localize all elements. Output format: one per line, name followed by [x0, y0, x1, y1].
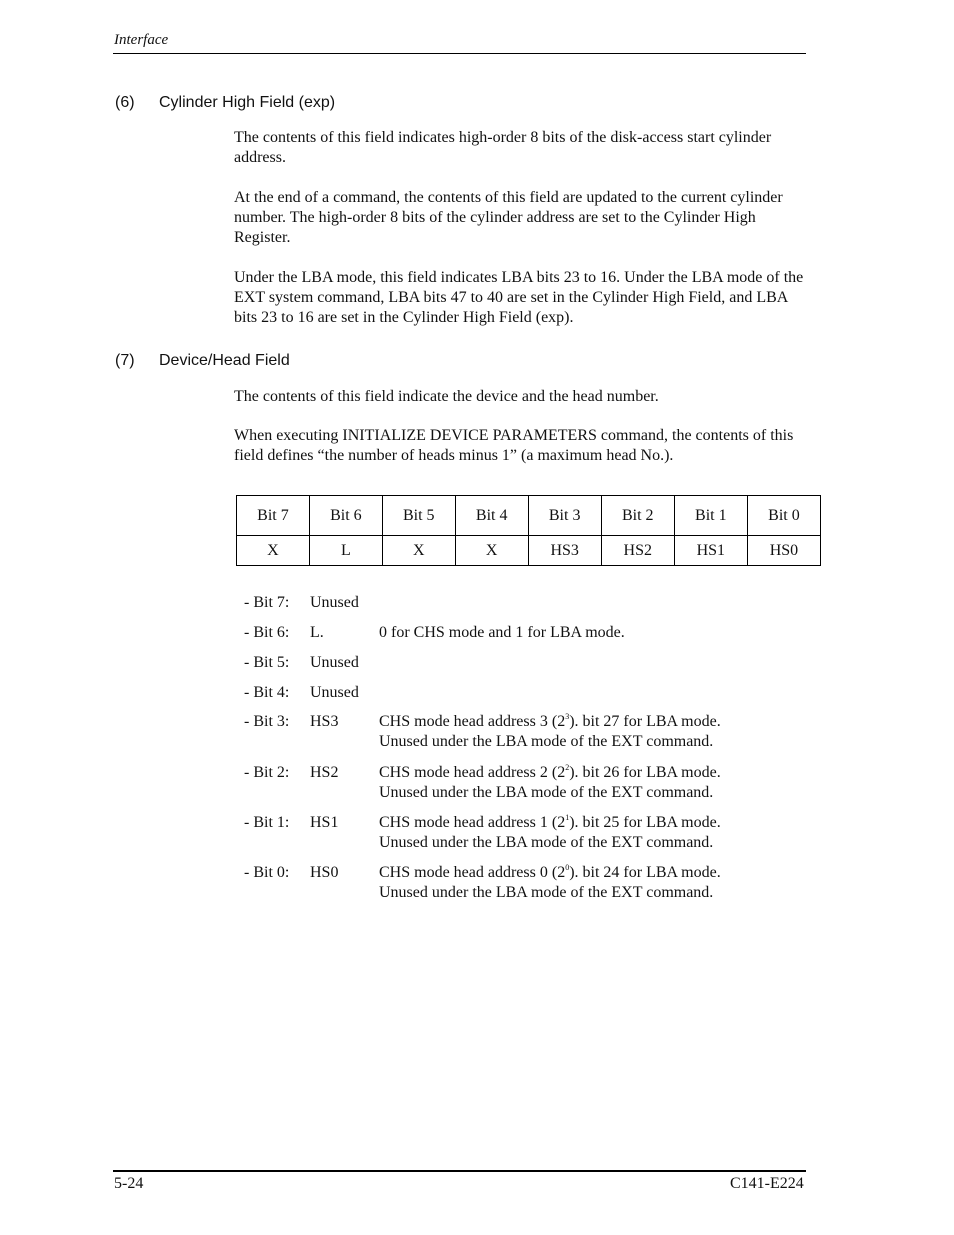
bit-description — [379, 712, 809, 752]
bit-label: - Bit 6: — [244, 624, 290, 641]
bit-label: - Bit 1: — [244, 814, 290, 831]
table-header-cell: Bit 2 — [601, 496, 674, 536]
bit-name: HS2 — [310, 764, 339, 781]
bit-name: Unused — [310, 684, 359, 701]
section-number: (7) — [115, 352, 135, 369]
bit-label: - Bit 7: — [244, 594, 290, 611]
bit-description: 0 for CHS mode and 1 for LBA mode. — [379, 624, 625, 641]
bit-label: - Bit 3: — [244, 713, 290, 730]
table-cell: X — [455, 536, 528, 566]
description-text: ). bit 25 for LBA mode. — [569, 814, 721, 831]
description-line2: Unused under the LBA mode of the EXT command. — [379, 884, 714, 901]
bit-description — [379, 763, 809, 803]
bit-name: Unused — [310, 654, 359, 671]
paragraph: The contents of this field indicates high-order 8 bits of the disk-access start cylinder address. — [234, 129, 772, 166]
section-heading: Cylinder High Field (exp) — [159, 94, 336, 111]
table-cell: L — [309, 536, 382, 566]
description-line2: Unused under the LBA mode of the EXT command. — [379, 733, 714, 750]
bit-name: HS3 — [310, 713, 339, 730]
section-6-title — [115, 94, 335, 112]
page-number: 5-24 — [114, 1175, 144, 1192]
device-head-bit-table — [236, 495, 821, 566]
footer-rule — [113, 1170, 806, 1172]
section-number: (6) — [115, 94, 135, 111]
bit-name: HS0 — [310, 864, 339, 881]
bit-label: - Bit 0: — [244, 864, 290, 881]
table-cell: X — [382, 536, 455, 566]
bit-description — [379, 863, 809, 903]
exponent: 2 — [565, 763, 570, 772]
table-header-cell: Bit 7 — [237, 496, 310, 536]
exponent: 0 — [565, 863, 570, 872]
table-header-row — [237, 496, 821, 536]
table-header-cell: Bit 0 — [747, 496, 820, 536]
bit-label: - Bit 5: — [244, 654, 290, 671]
table-header-cell: Bit 6 — [309, 496, 382, 536]
description-text: CHS mode head address 0 (2 — [379, 864, 566, 881]
bit-name: L. — [310, 624, 324, 641]
section-heading: Device/Head Field — [159, 352, 290, 369]
bit-label: - Bit 2: — [244, 764, 290, 781]
description-line2: Unused under the LBA mode of the EXT command. — [379, 834, 714, 851]
bit-name: HS1 — [310, 814, 339, 831]
table-row — [237, 536, 821, 566]
description-text: ). bit 24 for LBA mode. — [569, 864, 721, 881]
table-cell: HS2 — [601, 536, 674, 566]
description-text: ). bit 27 for LBA mode. — [569, 713, 721, 730]
table-cell: HS3 — [528, 536, 601, 566]
section-7-title — [115, 352, 290, 370]
table-header-cell: Bit 5 — [382, 496, 455, 536]
table-header-cell: Bit 3 — [528, 496, 601, 536]
table-header-cell: Bit 1 — [674, 496, 747, 536]
description-text: CHS mode head address 3 (2 — [379, 713, 566, 730]
exponent: 3 — [565, 712, 570, 721]
header-rule — [113, 53, 806, 54]
document-id: C141-E224 — [730, 1175, 804, 1192]
table-cell: X — [237, 536, 310, 566]
table-header-cell: Bit 4 — [455, 496, 528, 536]
bit-label: - Bit 4: — [244, 684, 290, 701]
description-text: CHS mode head address 1 (2 — [379, 814, 566, 831]
paragraph: Under the LBA mode, this field indicates LBA bits 23 to 16. Under the LBA mode of the EXT system command, LBA bits 47 to 40 are set in the Cylinder High Field, and LBA bits 23 to 16 are set in the Cylinder High Field (exp). — [234, 269, 804, 326]
exponent: 1 — [565, 813, 570, 822]
description-line2: Unused under the LBA mode of the EXT command. — [379, 784, 714, 801]
description-text: ). bit 26 for LBA mode. — [569, 764, 721, 781]
table-cell: HS1 — [674, 536, 747, 566]
running-head: Interface — [114, 32, 169, 48]
bit-description — [379, 813, 809, 853]
description-text: CHS mode head address 2 (2 — [379, 764, 566, 781]
paragraph: The contents of this field indicate the device and the head number. — [234, 388, 659, 405]
bit-name: Unused — [310, 594, 359, 611]
table-cell: HS0 — [747, 536, 820, 566]
paragraph: At the end of a command, the contents of this field are updated to the current cylinder number. The high-order 8 bits of the cylinder address are set to the Cylinder High Register. — [234, 189, 783, 246]
paragraph: When executing INITIALIZE DEVICE PARAMETERS command, the contents of this field defines “the number of heads minus 1” (a maximum head No.). — [234, 427, 794, 464]
